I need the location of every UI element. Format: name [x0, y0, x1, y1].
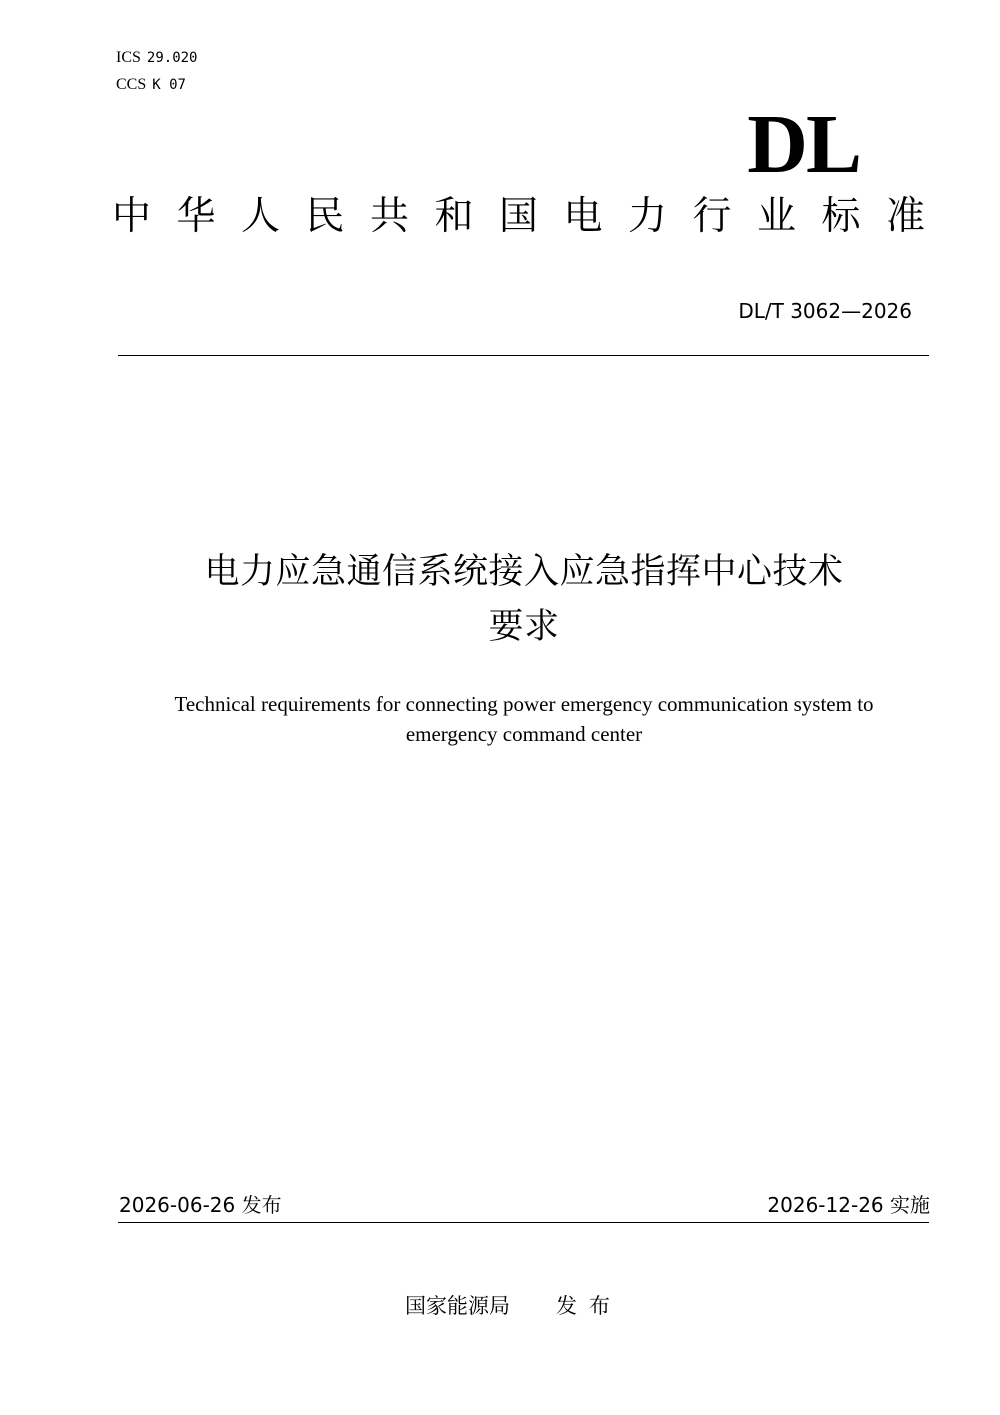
- ics-label: ICS: [116, 49, 141, 66]
- issue-date: 2026-06-26 发布: [119, 1193, 282, 1217]
- implementation-date: 2026-12-26 实施: [767, 1193, 930, 1217]
- issuer-action: 发布: [556, 1294, 622, 1318]
- english-title-line-1: Technical requirements for connecting power emergency communication system to: [174, 692, 874, 716]
- dl-logo: DL: [747, 98, 860, 191]
- ccs-value: K 07: [152, 77, 186, 93]
- standard-body-title: 中华人民共和国电力行业标准: [112, 194, 951, 239]
- ics-code: [116, 48, 197, 67]
- chinese-title-line-2: 要求: [488, 607, 560, 647]
- english-title: [110, 689, 938, 749]
- issuer-line: [405, 1292, 622, 1320]
- issuer-name: 国家能源局: [405, 1294, 510, 1318]
- top-divider: [118, 355, 929, 356]
- ics-value: 29.020: [146, 50, 198, 66]
- ccs-label: CCS: [116, 76, 147, 93]
- ccs-code: [116, 75, 186, 94]
- standard-number: DL/T 3062—2026: [738, 299, 912, 323]
- english-title-line-2: emergency command center: [405, 722, 643, 746]
- bottom-divider: [118, 1222, 929, 1223]
- chinese-title: [100, 545, 948, 655]
- chinese-title-line-1: 电力应急通信系统接入应急指挥中心技术: [204, 552, 844, 592]
